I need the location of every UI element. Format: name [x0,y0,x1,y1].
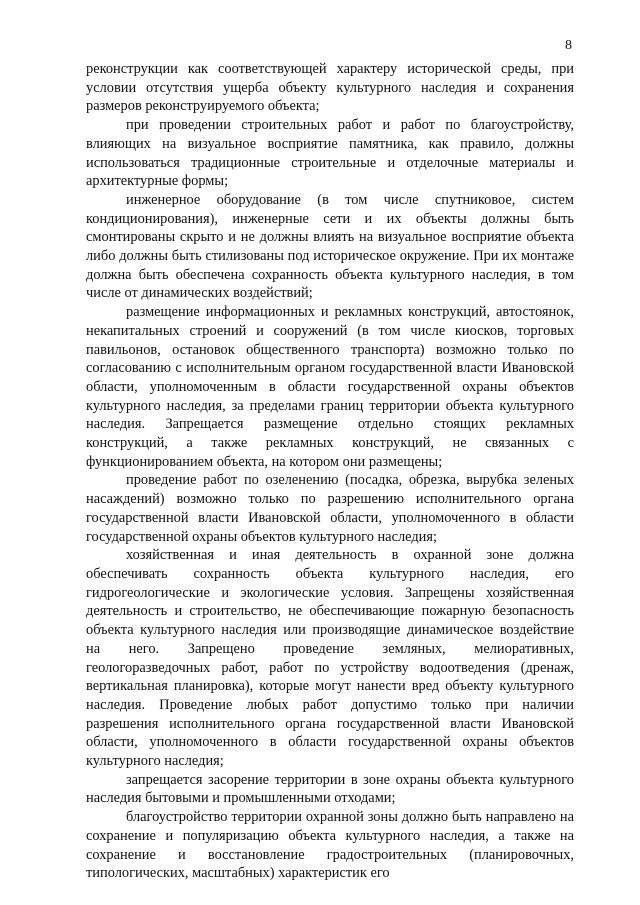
paragraph-engineering-equipment: инженерное оборудование (в том числе спутниковое, систем кондиционирования), инженерные сети и их объекты должны быть смонтированы скрыто и не должны влиять на визуальное восприятие объекта либо должны быть стилизованы под историческое окружение. При их монтаже должна быть обеспечена сохранность объекта культурного наследия, в том числе от динамических воздействий; [86,191,574,302]
page-number: 8 [565,38,572,53]
paragraph-landscaping-materials: при проведении строительных работ и работ по благоустройству, влияющих на визуальное восприятие памятника, как правило, должны использоваться традиционные строительные и отделочные материалы и архитектурные формы; [86,117,574,190]
paragraph-littering-prohibited: запрещается засорение территории в зоне охраны объекта культурного наследия бытовыми и промышленными отходами; [86,771,574,807]
paragraph-reconstruction-continued: реконструкции как соответствующей характеру исторической среды, при условии отсутствия ущерба объекту культурного наследия и сохранения размеров реконструируемого объекта; [86,61,574,115]
paragraph-economic-activity: хозяйственная и иная деятельность в охранной зоне должна обеспечивать сохранность объекта культурного наследия, его гидрогеологические и экологические условия. Запрещены хозяйственная деятельность и строительство, не обеспечивающие пожарную безопасность объекта культурного наследия или производящие динамическое воздействие на него. Запрещено проведение земляных, мелиоративных, геологоразведочных работ, работ по устройству водоотведения (дренаж, вертикальная планировка), которые могут нанести вред объекту культурного наследия. Проведение любых работ допустимо только при наличии разрешения исполнительного органа государственной власти Ивановской области, уполномоченного в области государственной охраны объектов культурного наследия; [86,547,574,770]
body-text [86,60,574,883]
paragraph-improvement-of-territory: благоустройство территории охранной зоны должно быть направлено на сохранение и популяризацию объекта культурного наследия, а также на сохранение и восстановление градостроительных (планировочных, типологических, масштабных) характеристик его [86,809,574,882]
paragraph-greening-works: проведение работ по озеленению (посадка, обрезка, вырубка зеленых насаждений) возможно только по разрешению исполнительного органа государственной власти Ивановской области, уполномоченного в области государственной охраны объектов культурного наследия; [86,472,574,545]
paragraph-advertising-structures: размещение информационных и рекламных конструкций, автостоянок, некапитальных строений и сооружений (в том числе киосков, торговых павильонов, остановок общественного транспорта) возможно только по согласованию с исполнительным органом государственной власти Ивановской области, уполномоченным в области государственной охраны объектов культурного наследия, за пределами границ территории объекта культурного наследия. Запрещается размещение отдельно стоящих рекламных конструкций, а также рекламных конструкций, не связанных с функционированием объекта, на котором они размещены; [86,304,574,470]
